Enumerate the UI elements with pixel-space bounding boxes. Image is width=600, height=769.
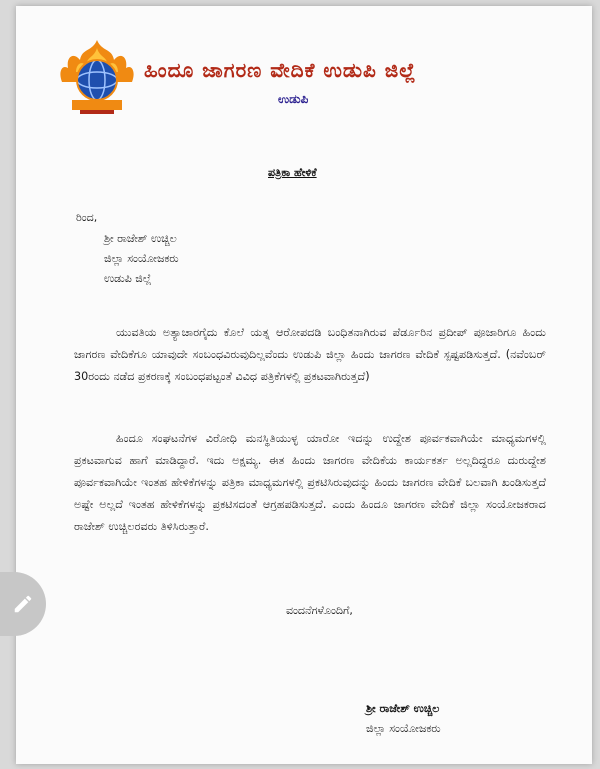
flame-emblem-icon <box>54 38 140 118</box>
sender-name: ಶ್ರೀ ರಾಜೇಶ್ ಉಚ್ಚಿಲ <box>104 232 177 245</box>
organization-title: ಹಿಂದೂ ಜಾಗರಣ ವೇದಿಕೆ ಉಡುಪಿ ಜಿಲ್ಲೆ <box>144 58 417 82</box>
sender-district: ಉಡುಪಿ ಜಿಲ್ಲೆ <box>104 272 152 285</box>
paragraph-1: ಯುವತಿಯ ಅತ್ಯಾಚಾರಗೈದು ಕೊಲೆ ಯತ್ನ ಆರೋಪದಡಿ ಬಂಧಿತನಾಗಿರುವ ಪೆರ್ಡೂರಿನ ಪ್ರದೀಪ್ ಪೂಜಾರಿಗೂ ಹಿಂದು ಜಾಗರಣ ವೇದಿಕೆಗೂ ಯಾವುದೇ ಸಂಬಂಧವಿರುವುದಿಲ್ಲವೆಂದು ಉಡುಪಿ ಜಿಲ್ಲಾ ಹಿಂದು ಜಾಗರಣ ವೇದಿಕೆ ಸ್ಪಷ್ಟಪಡಿಸುತ್ತದೆ. (ನವೆಂಬರ್ 30ರಂದು ನಡೆದ ಪ್ರಕರಣಕ್ಕೆ ಸಂಬಂಧಪಟ್ಟಂತೆ ವಿವಿಧ ಪತ್ರಿಕೆಗಳಲ್ಲಿ ಪ್ರಕಟವಾಗಿರುತ್ತದೆ) <box>74 326 546 383</box>
sender-role: ಜಿಲ್ಲಾ ಸಂಯೋಜಕರು <box>104 252 179 265</box>
signature-name: ಶ್ರೀ ರಾಜೇಶ್ ಉಚ್ಚಿಲ <box>366 702 440 715</box>
signature-role: ಜಿಲ್ಲಾ ಸಂಯೋಜಕರು <box>366 722 441 735</box>
document-page <box>16 6 592 764</box>
organization-location: ಉಡುಪಿ <box>278 92 309 106</box>
from-label: ರಿಂದ, <box>76 211 98 224</box>
pencil-icon <box>12 593 34 615</box>
closing-salutation: ವಂದನೆಗಳೊಂದಿಗೆ, <box>286 604 353 617</box>
paragraph-2: ಹಿಂದೂ ಸಂಘಟನೆಗಳ ವಿರೋಧಿ ಮನಸ್ಥಿತಿಯುಳ್ಳ ಯಾರೋ ಇದನ್ನು ಉದ್ದೇಶ ಪೂರ್ವಕವಾಗಿಯೇ ಮಾಧ್ಯಮಗಳಲ್ಲಿ ಪ್ರಕಟವಾಗುವ ಹಾಗೆ ಮಾಡಿದ್ದಾರೆ. ಇದು ಅಕ್ಷಮ್ಯ. ಈತ ಹಿಂದು ಜಾಗರಣ ವೇದಿಕೆಯ ಕಾರ್ಯಕರ್ತ ಅಲ್ಲದಿದ್ದರೂ ದುರುದ್ದೇಶ ಪೂರ್ವಕವಾಗಿಯೇ ಇಂತಹ ಹೇಳಿಕೆಗಳನ್ನು ಪತ್ರಿಕಾ ಮಾಧ್ಯಮಗಳಲ್ಲಿ ಪ್ರಕಟಿಸಿರುವುದನ್ನು ಹಿಂದು ಜಾಗರಣ ವೇದಿಕೆ ಬಲವಾಗಿ ಖಂಡಿಸುತ್ತದೆ ಅಷ್ಟೇ ಅಲ್ಲದೆ ಇಂತಹ ಹೇಳಿಕೆಗಳನ್ನು ಪ್ರಕಟಿಸದಂತೆ ಆಗ್ರಹಪಡಿಸುತ್ತದೆ. ಎಂದು ಹಿಂದೂ ಜಾಗರಣ ವೇದಿಕೆ ಜಿಲ್ಲಾ ಸಂಯೋಜಕರಾದ ರಾಜೇಶ್ ಉಚ್ಚಿಲರವರು ತಿಳಿಸಿರುತ್ತಾರೆ. <box>74 432 546 533</box>
document-heading: ಪತ್ರಿಕಾ ಹೇಳಿಕೆ <box>268 166 317 179</box>
